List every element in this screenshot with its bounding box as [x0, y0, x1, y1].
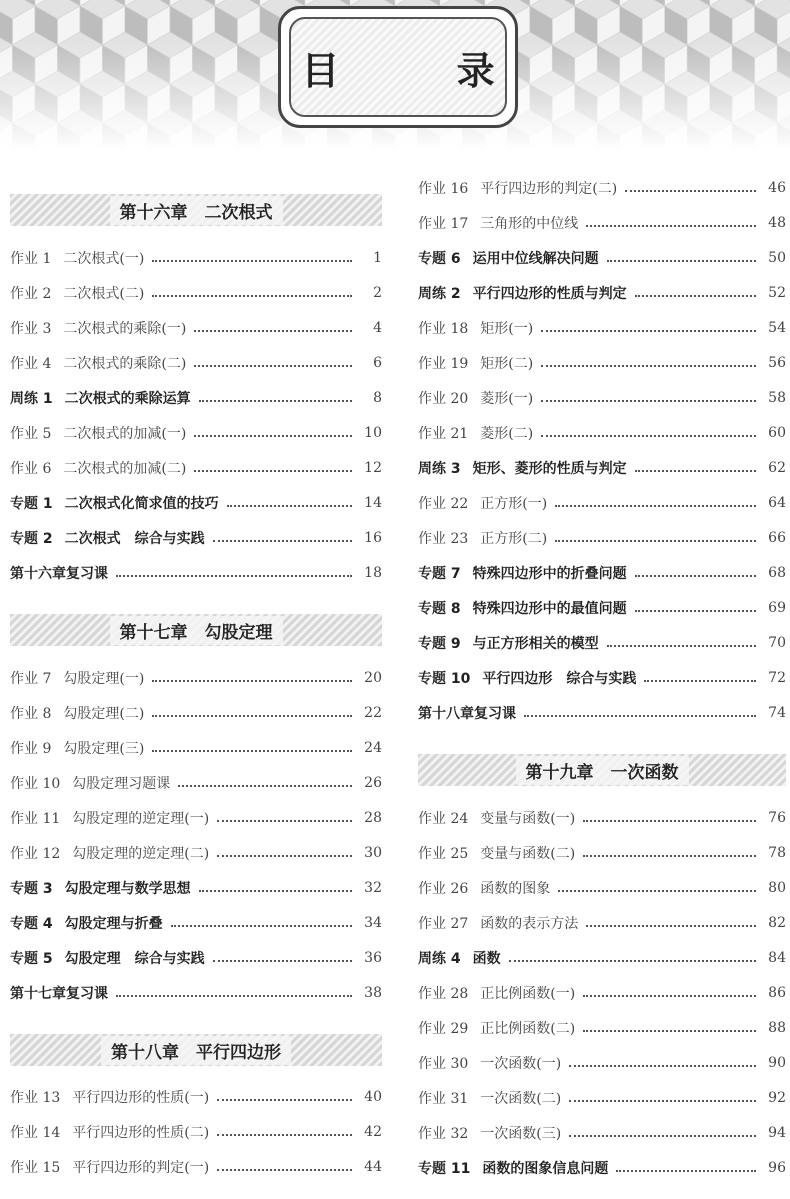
entry-label: 作业 21	[418, 426, 469, 442]
toc-entry	[418, 351, 786, 375]
toc-entry	[418, 1016, 786, 1040]
dot-leader	[583, 994, 756, 997]
page-number: 44	[364, 1159, 382, 1175]
toc-entry	[418, 946, 786, 970]
toc-entry	[418, 386, 786, 410]
toc-entry	[10, 841, 382, 865]
dot-leader	[635, 574, 756, 577]
entry-label: 作业 2	[10, 286, 52, 302]
entry-title: 勾股定理与数学思想	[64, 881, 191, 897]
entry-label: 专题 3	[10, 881, 53, 897]
dot-leader	[607, 259, 756, 262]
entry-label: 作业 7	[10, 671, 52, 687]
toc-entry	[10, 771, 382, 795]
toc-entry	[418, 561, 786, 585]
entry-label: 专题 6	[418, 251, 461, 267]
page-number: 14	[364, 495, 382, 511]
entry-label: 周练 3	[418, 461, 461, 477]
toc-entry	[10, 281, 382, 305]
entry-label: 作业 23	[418, 531, 469, 547]
entry-title: 二次根式的加减(一)	[63, 426, 187, 442]
title-frame	[278, 6, 547, 128]
page-number: 52	[768, 285, 786, 301]
entry-title: 矩形(一)	[480, 321, 534, 337]
entry-title: 二次根式(二)	[63, 286, 145, 302]
entry-title: 特殊四边形中的最值问题	[472, 601, 627, 617]
entry-label: 作业 28	[418, 986, 469, 1002]
page-number: 86	[768, 985, 786, 1001]
entry-label: 作业 32	[418, 1126, 469, 1142]
entry-title: 三角形的中位线	[480, 216, 579, 232]
entry-title: 一次函数(三)	[480, 1126, 562, 1142]
entry-label: 作业 22	[418, 496, 469, 512]
page-number: 80	[768, 880, 786, 896]
entry-title: 正方形(二)	[480, 531, 548, 547]
dot-leader	[199, 399, 352, 402]
entry-label: 专题 9	[418, 636, 461, 652]
toc-entry	[418, 1156, 786, 1180]
toc-entry	[10, 911, 382, 935]
dot-leader	[635, 469, 756, 472]
toc-entry	[418, 876, 786, 900]
entry-title: 勾股定理 综合与实践	[64, 951, 205, 967]
entry-title: 一次函数(一)	[480, 1056, 562, 1072]
toc-entry	[10, 386, 382, 410]
entry-title: 一次函数(二)	[480, 1091, 562, 1107]
dot-leader	[524, 714, 756, 717]
page-number: 38	[364, 985, 382, 1001]
entry-title: 函数	[472, 951, 501, 967]
header-banner	[0, 0, 790, 150]
page-number: 72	[768, 670, 786, 686]
dot-leader	[644, 679, 756, 682]
entry-title: 菱形(二)	[480, 426, 534, 442]
page-number: 60	[768, 425, 786, 441]
entry-title: 二次根式的乘除(二)	[63, 356, 187, 372]
entry-label: 作业 17	[418, 216, 469, 232]
toc-entry	[418, 666, 786, 690]
page-number: 62	[768, 460, 786, 476]
dot-leader	[541, 434, 756, 437]
entry-title: 二次根式的乘除运算	[64, 391, 191, 407]
toc-entry	[418, 456, 786, 480]
page-number: 1	[373, 250, 382, 266]
dot-leader	[586, 224, 756, 227]
dot-leader	[509, 959, 756, 962]
chapter-heading-17: 第十七章 勾股定理	[10, 614, 382, 646]
dot-leader	[217, 1133, 352, 1136]
toc-entry	[10, 456, 382, 480]
dot-leader	[194, 469, 352, 472]
entry-label: 专题 7	[418, 566, 461, 582]
dot-leader	[116, 574, 352, 577]
entry-title: 平行四边形 综合与实践	[482, 671, 637, 687]
page-number: 56	[768, 355, 786, 371]
page-number: 2	[373, 285, 382, 301]
entry-title: 矩形(二)	[480, 356, 534, 372]
page-number: 92	[768, 1090, 786, 1106]
page-number: 70	[768, 635, 786, 651]
toc-entry	[418, 841, 786, 865]
entry-label: 作业 29	[418, 1021, 469, 1037]
entry-label: 第十八章复习课	[418, 706, 516, 722]
chapter-heading-18: 第十八章 平行四边形	[10, 1034, 382, 1066]
entry-label: 周练 4	[418, 951, 461, 967]
toc-entry	[10, 1155, 382, 1179]
toc-entry	[418, 176, 786, 200]
toc-entry	[10, 561, 382, 585]
entry-title: 二次根式的乘除(一)	[63, 321, 187, 337]
page-number: 42	[364, 1124, 382, 1140]
title-inner	[289, 17, 547, 117]
page-number: 46	[768, 180, 786, 196]
toc-entry	[418, 1086, 786, 1110]
dot-leader	[635, 294, 756, 297]
entry-title: 特殊四边形中的折叠问题	[472, 566, 627, 582]
dot-leader	[583, 854, 756, 857]
dot-leader	[635, 609, 756, 612]
dot-leader	[586, 924, 756, 927]
entry-label: 第十六章复习课	[10, 566, 108, 582]
dot-leader	[152, 294, 352, 297]
toc-entry	[10, 981, 382, 1005]
entry-label: 作业 10	[10, 776, 61, 792]
entry-title: 勾股定理的逆定理(一)	[72, 811, 210, 827]
toc-entry	[418, 701, 786, 725]
toc-entry	[10, 1085, 382, 1109]
dot-leader	[152, 679, 352, 682]
dot-leader	[555, 504, 756, 507]
page-number: 82	[768, 915, 786, 931]
toc-entry	[10, 946, 382, 970]
dot-leader	[116, 994, 352, 997]
entry-label: 专题 1	[10, 496, 53, 512]
toc-entry	[418, 1051, 786, 1075]
entry-label: 专题 4	[10, 916, 53, 932]
entry-title: 矩形、菱形的性质与判定	[472, 461, 627, 477]
entry-label: 作业 20	[418, 391, 469, 407]
page-number: 58	[768, 390, 786, 406]
page-number: 84	[768, 950, 786, 966]
page-number: 28	[364, 810, 382, 826]
entry-title: 勾股定理(三)	[63, 741, 145, 757]
toc-entry	[418, 421, 786, 445]
toc-entry	[10, 491, 382, 515]
dot-leader	[583, 1029, 756, 1032]
entry-label: 第十七章复习课	[10, 986, 108, 1002]
dot-leader	[541, 364, 756, 367]
page-number: 36	[364, 950, 382, 966]
entry-label: 周练 2	[418, 286, 461, 302]
dot-leader	[541, 329, 756, 332]
toc-entry	[10, 526, 382, 550]
toc-entry	[10, 351, 382, 375]
toc-entry	[418, 596, 786, 620]
page-number: 20	[364, 670, 382, 686]
dot-leader	[152, 714, 352, 717]
entry-label: 作业 9	[10, 741, 52, 757]
entry-title: 二次根式化简求值的技巧	[64, 496, 219, 512]
toc-entry	[10, 1120, 382, 1144]
entry-label: 作业 13	[10, 1090, 61, 1106]
page-number: 78	[768, 845, 786, 861]
entry-title: 二次根式的加减(二)	[63, 461, 187, 477]
entry-title: 函数的图象信息问题	[482, 1161, 609, 1177]
dot-leader	[178, 784, 352, 787]
entry-title: 二次根式(一)	[63, 251, 145, 267]
page-number: 30	[364, 845, 382, 861]
dot-leader	[625, 189, 756, 192]
page-number: 96	[768, 1160, 786, 1176]
entry-title: 平行四边形的判定(二)	[480, 181, 618, 197]
toc-entry	[418, 631, 786, 655]
page-number: 8	[373, 390, 382, 406]
entry-title: 平行四边形的性质(二)	[72, 1125, 210, 1141]
toc-entry	[10, 246, 382, 270]
dot-leader	[217, 1098, 352, 1101]
dot-leader	[569, 1134, 756, 1137]
toc-entry	[10, 876, 382, 900]
dot-leader	[569, 1064, 756, 1067]
toc-entry	[418, 246, 786, 270]
entry-label: 作业 18	[418, 321, 469, 337]
toc-entry	[10, 701, 382, 725]
page-number: 22	[364, 705, 382, 721]
toc-entry	[10, 316, 382, 340]
toc-entry	[10, 666, 382, 690]
page-number: 64	[768, 495, 786, 511]
dot-leader	[607, 644, 756, 647]
entry-title: 正比例函数(一)	[480, 986, 576, 1002]
entry-label: 作业 12	[10, 846, 61, 862]
entry-title: 菱形(一)	[480, 391, 534, 407]
page-number: 26	[364, 775, 382, 791]
entry-label: 作业 16	[418, 181, 469, 197]
page-number: 69	[768, 600, 786, 616]
entry-label: 专题 2	[10, 531, 53, 547]
page-number: 50	[768, 250, 786, 266]
toc-entry	[418, 806, 786, 830]
page-number: 68	[768, 565, 786, 581]
entry-label: 作业 31	[418, 1091, 469, 1107]
dot-leader	[217, 854, 352, 857]
dot-leader	[213, 539, 352, 542]
entry-label: 作业 24	[418, 811, 469, 827]
entry-title: 正比例函数(二)	[480, 1021, 576, 1037]
entry-label: 作业 19	[418, 356, 469, 372]
entry-label: 作业 11	[10, 811, 61, 827]
dot-leader	[194, 364, 352, 367]
toc-entry	[418, 316, 786, 340]
dot-leader	[616, 1169, 756, 1172]
page-number: 16	[364, 530, 382, 546]
entry-title: 平行四边形的性质与判定	[472, 286, 627, 302]
entry-title: 勾股定理与折叠	[64, 916, 163, 932]
dot-leader	[558, 889, 756, 892]
entry-label: 作业 30	[418, 1056, 469, 1072]
page-number: 24	[364, 740, 382, 756]
entry-label: 作业 25	[418, 846, 469, 862]
page-number: 48	[768, 215, 786, 231]
toc-entry	[418, 911, 786, 935]
dot-leader	[583, 819, 756, 822]
entry-title: 函数的表示方法	[480, 916, 579, 932]
dot-leader	[227, 504, 352, 507]
page-number: 4	[373, 320, 382, 336]
entry-label: 专题 11	[418, 1161, 471, 1177]
page-number: 10	[364, 425, 382, 441]
entry-label: 作业 1	[10, 251, 52, 267]
entry-title: 变量与函数(一)	[480, 811, 576, 827]
page-number: 54	[768, 320, 786, 336]
entry-label: 作业 4	[10, 356, 52, 372]
dot-leader	[541, 399, 756, 402]
page-number: 76	[768, 810, 786, 826]
entry-label: 作业 14	[10, 1125, 61, 1141]
entry-title: 正方形(一)	[480, 496, 548, 512]
dot-leader	[555, 539, 756, 542]
toc-entry	[418, 211, 786, 235]
entry-title: 运用中位线解决问题	[472, 251, 599, 267]
page-number: 94	[768, 1125, 786, 1141]
dot-leader	[213, 959, 352, 962]
toc-entry	[418, 981, 786, 1005]
toc-entry	[418, 281, 786, 305]
entry-label: 作业 26	[418, 881, 469, 897]
entry-label: 作业 6	[10, 461, 52, 477]
toc-entry	[418, 491, 786, 515]
dot-leader	[194, 434, 352, 437]
page-number: 66	[768, 530, 786, 546]
page-title: 目 录	[301, 48, 547, 93]
toc-entry	[10, 736, 382, 760]
entry-title: 平行四边形的判定(一)	[72, 1160, 210, 1176]
entry-label: 专题 5	[10, 951, 53, 967]
dot-leader	[152, 259, 352, 262]
entry-label: 作业 5	[10, 426, 52, 442]
entry-title: 勾股定理的逆定理(二)	[72, 846, 210, 862]
page-number: 32	[364, 880, 382, 896]
dot-leader	[217, 819, 352, 822]
page-number: 18	[364, 565, 382, 581]
toc-entry	[418, 526, 786, 550]
chapter-heading-19: 第十九章 一次函数	[418, 754, 786, 786]
entry-label: 作业 27	[418, 916, 469, 932]
dot-leader	[171, 924, 352, 927]
entry-title: 勾股定理习题课	[72, 776, 171, 792]
entry-title: 勾股定理(二)	[63, 706, 145, 722]
dot-leader	[152, 749, 352, 752]
entry-label: 作业 3	[10, 321, 52, 337]
page-number: 88	[768, 1020, 786, 1036]
entry-title: 函数的图象	[480, 881, 551, 897]
entry-title: 二次根式 综合与实践	[64, 531, 205, 547]
entry-label: 周练 1	[10, 391, 53, 407]
entry-label: 作业 15	[10, 1160, 61, 1176]
dot-leader	[199, 889, 352, 892]
toc-entry	[10, 421, 382, 445]
entry-title: 变量与函数(二)	[480, 846, 576, 862]
page-number: 74	[768, 705, 786, 721]
dot-leader	[217, 1168, 352, 1171]
dot-leader	[194, 329, 352, 332]
entry-title: 与正方形相关的模型	[472, 636, 599, 652]
entry-label: 专题 8	[418, 601, 461, 617]
entry-label: 专题 10	[418, 671, 471, 687]
toc-entry	[10, 806, 382, 830]
entry-title: 平行四边形的性质(一)	[72, 1090, 210, 1106]
page-number: 12	[364, 460, 382, 476]
page-number: 90	[768, 1055, 786, 1071]
toc-entry	[418, 1121, 786, 1145]
entry-label: 作业 8	[10, 706, 52, 722]
chapter-heading-16: 第十六章 二次根式	[10, 194, 382, 226]
dot-leader	[569, 1099, 756, 1102]
page-number: 6	[373, 355, 382, 371]
page-number: 40	[364, 1089, 382, 1105]
page-number: 34	[364, 915, 382, 931]
entry-title: 勾股定理(一)	[63, 671, 145, 687]
